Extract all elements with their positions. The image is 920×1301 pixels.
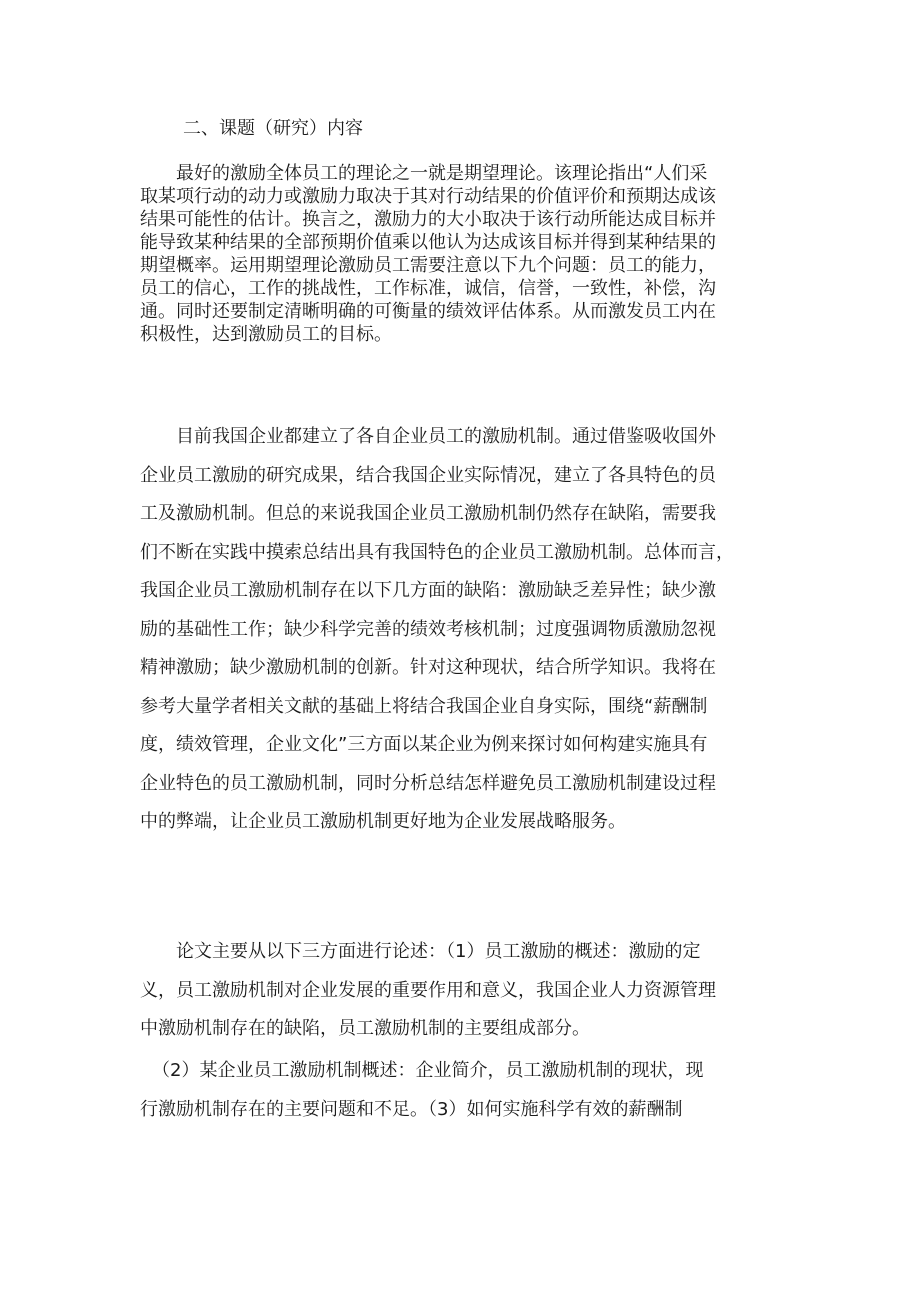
paragraph-line: 取某项行动的动力或激励力取决于其对行动结果的价值评价和预期达成该 (140, 186, 716, 207)
paragraph-line: 中激励机制存在的缺陷，员工激励机制的主要组成部分。 (140, 1018, 590, 1039)
paragraph-line: 们不断在实践中摸索总结出具有我国特色的企业员工激励机制。总体而言， (140, 541, 734, 563)
paragraph-line: 精神激励；缺少激励机制的创新。针对这种现状，结合所学知识。我将在 (140, 657, 716, 678)
paragraph-line: 能导致某种结果的全部预期价值乘以他认为达成该目标并得到某种结果的 (140, 232, 716, 253)
section-heading: 二、课题（研究）内容 (183, 118, 363, 139)
paragraph-line: 工及激励机制。但总的来说我国企业员工激励机制仍然存在缺陷，需要我 (140, 503, 716, 524)
paragraph-line: 最好的激励全体员工的理论之一就是期望理论。该理论指出“人们采 (176, 163, 708, 184)
paragraph-line: 论文主要从以下三方面进行论述：（1）员工激励的概述：激励的定 (176, 941, 701, 962)
paragraph-line: 企业员工激励的研究成果，结合我国企业实际情况，建立了各具特色的员 (140, 464, 716, 486)
paragraph-expectancy-theory (140, 162, 785, 346)
paragraph-thesis-outline (140, 933, 788, 1049)
paragraph-line: 期望概率。运用期望理论激励员工需要注意以下九个问题：员工的能力， (140, 255, 716, 276)
paragraph-current-mechanisms (140, 418, 792, 842)
paragraph-line: 参考大量学者相关文献的基础上将结合我国企业自身实际，围绕“薪酬制 (140, 695, 708, 717)
paragraph-line: 员工的信心，工作的挑战性，工作标准，诚信，信誉，一致性，补偿，沟 (140, 278, 716, 299)
paragraph-line: （2）某企业员工激励机制概述：企业简介，员工激励机制的现状，现 (152, 1060, 704, 1081)
paragraph-line: 通。同时还要制定清晰明确的可衡量的绩效评估体系。从而激发员工内在 (140, 301, 716, 322)
paragraph-line: 积极性，达到激励员工的目标。 (140, 324, 392, 345)
paragraph-line: 义，员工激励机制对企业发展的重要作用和意义，我国企业人力资源管理 (140, 979, 716, 1001)
paragraph-line: 行激励机制存在的主要问题和不足。（3）如何实施科学有效的薪酬制 (140, 1098, 683, 1120)
paragraph-line: 励的基础性工作；缺少科学完善的绩效考核机制；过度强调物质激励忽视 (140, 618, 716, 640)
paragraph-line: 企业特色的员工激励机制，同时分析总结怎样避免员工激励机制建设过程 (140, 772, 716, 794)
paragraph-line: 结果可能性的估计。换言之，激励力的大小取决于该行动所能达成目标并 (140, 209, 716, 230)
paragraph-line: 目前我国企业都建立了各自企业员工的激励机制。通过借鉴吸收国外 (176, 426, 716, 447)
paragraph-line: 中的弊端，让企业员工激励机制更好地为企业发展战略服务。 (140, 811, 626, 832)
paragraph-line: 我国企业员工激励机制存在以下几方面的缺陷：激励缺乏差异性；缺少激 (140, 580, 716, 601)
paragraph-line: 度，绩效管理，企业文化”三方面以某企业为例来探讨如何构建实施具有 (140, 734, 708, 755)
paragraph-thesis-outline-continued (140, 1052, 792, 1129)
